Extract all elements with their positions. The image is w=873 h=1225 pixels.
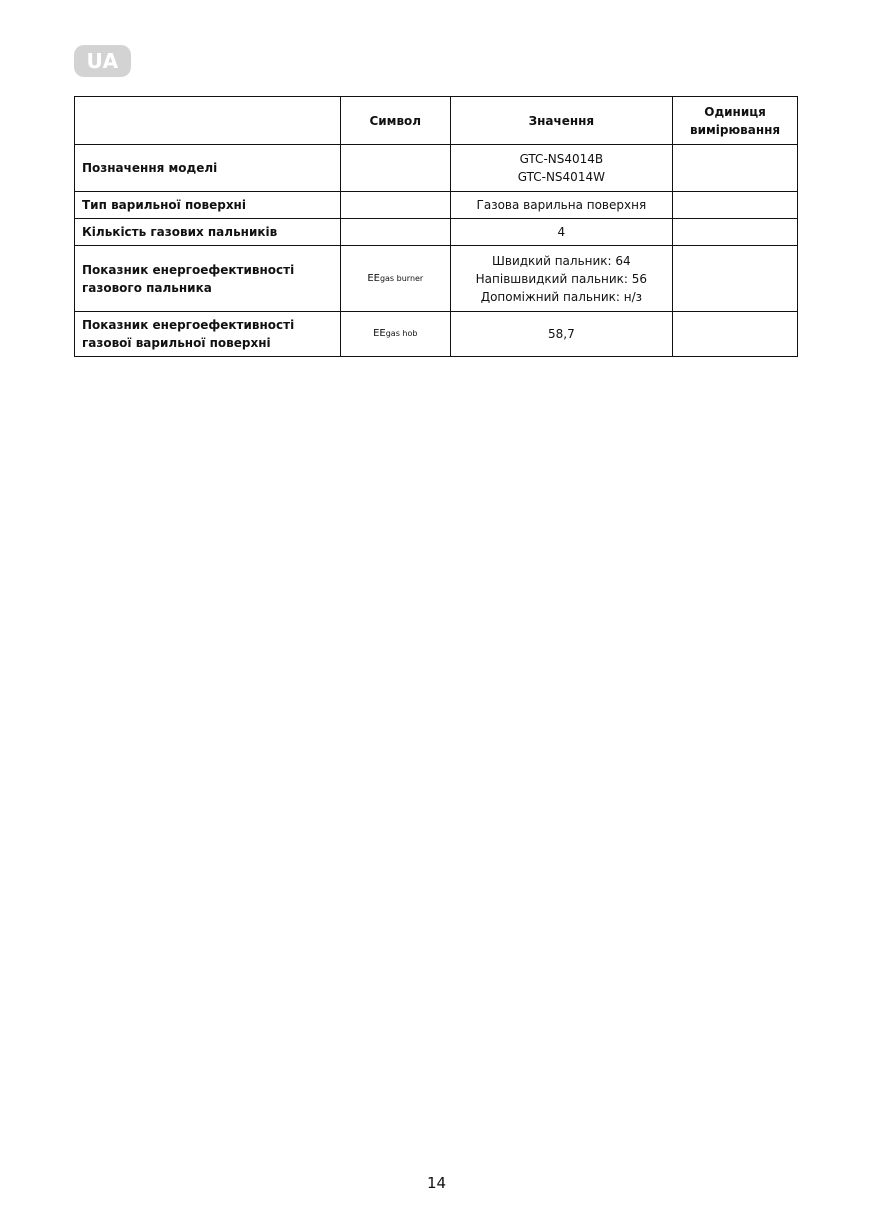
- table-row: [75, 219, 798, 246]
- parameter-cell: Показник енергоефективності газового пальника: [75, 246, 341, 312]
- table-row: [75, 312, 798, 357]
- parameter-cell: Показник енергоефективності газової варильної поверхні: [75, 312, 341, 357]
- symbol-cell: [340, 312, 450, 357]
- value-cell: [450, 219, 673, 246]
- symbol-main: EE: [373, 328, 386, 339]
- table-row: [75, 246, 798, 312]
- symbol-cell: [340, 219, 450, 246]
- symbol-cell: [340, 246, 450, 312]
- value-line: 58,7: [548, 327, 575, 341]
- header-value: Значення: [450, 97, 673, 145]
- unit-cell: [673, 246, 798, 312]
- header-symbol: Символ: [340, 97, 450, 145]
- value-line: Газова варильна поверхня: [476, 198, 647, 212]
- value-line: GTC-NS4014B: [519, 152, 604, 166]
- unit-cell: [673, 145, 798, 192]
- header-parameter: [75, 97, 341, 145]
- unit-cell: [673, 312, 798, 357]
- value-line: Напівшвидкий пальник: 56: [475, 271, 648, 286]
- value-cell: [450, 192, 673, 219]
- value-cell: [450, 246, 673, 312]
- parameter-cell: Кількість газових пальників: [75, 219, 341, 246]
- specification-table: [74, 96, 798, 357]
- value-line: 4: [557, 225, 566, 239]
- table-row: [75, 192, 798, 219]
- table-header-row: [75, 97, 798, 145]
- symbol-main: EE: [367, 272, 380, 284]
- language-badge: UA: [74, 45, 131, 77]
- table-row: [75, 145, 798, 192]
- value-line: GTC-NS4014W: [517, 170, 605, 184]
- page-number: 14: [426, 1174, 447, 1192]
- symbol-subscript: gas burner: [379, 273, 424, 283]
- symbol-subscript: gas hob: [385, 329, 418, 338]
- symbol-cell: [340, 192, 450, 219]
- unit-cell: [673, 219, 798, 246]
- symbol-cell: [340, 145, 450, 192]
- value-line: Швидкий пальник: 64: [492, 253, 631, 268]
- value-cell: [450, 145, 673, 192]
- parameter-cell: Позначення моделі: [75, 145, 341, 192]
- value-cell: [450, 312, 673, 357]
- unit-cell: [673, 192, 798, 219]
- header-unit: Одиниця вимірювання: [673, 97, 798, 145]
- value-line: Допоміжний пальник: н/з: [480, 289, 643, 304]
- parameter-cell: Тип варильної поверхні: [75, 192, 341, 219]
